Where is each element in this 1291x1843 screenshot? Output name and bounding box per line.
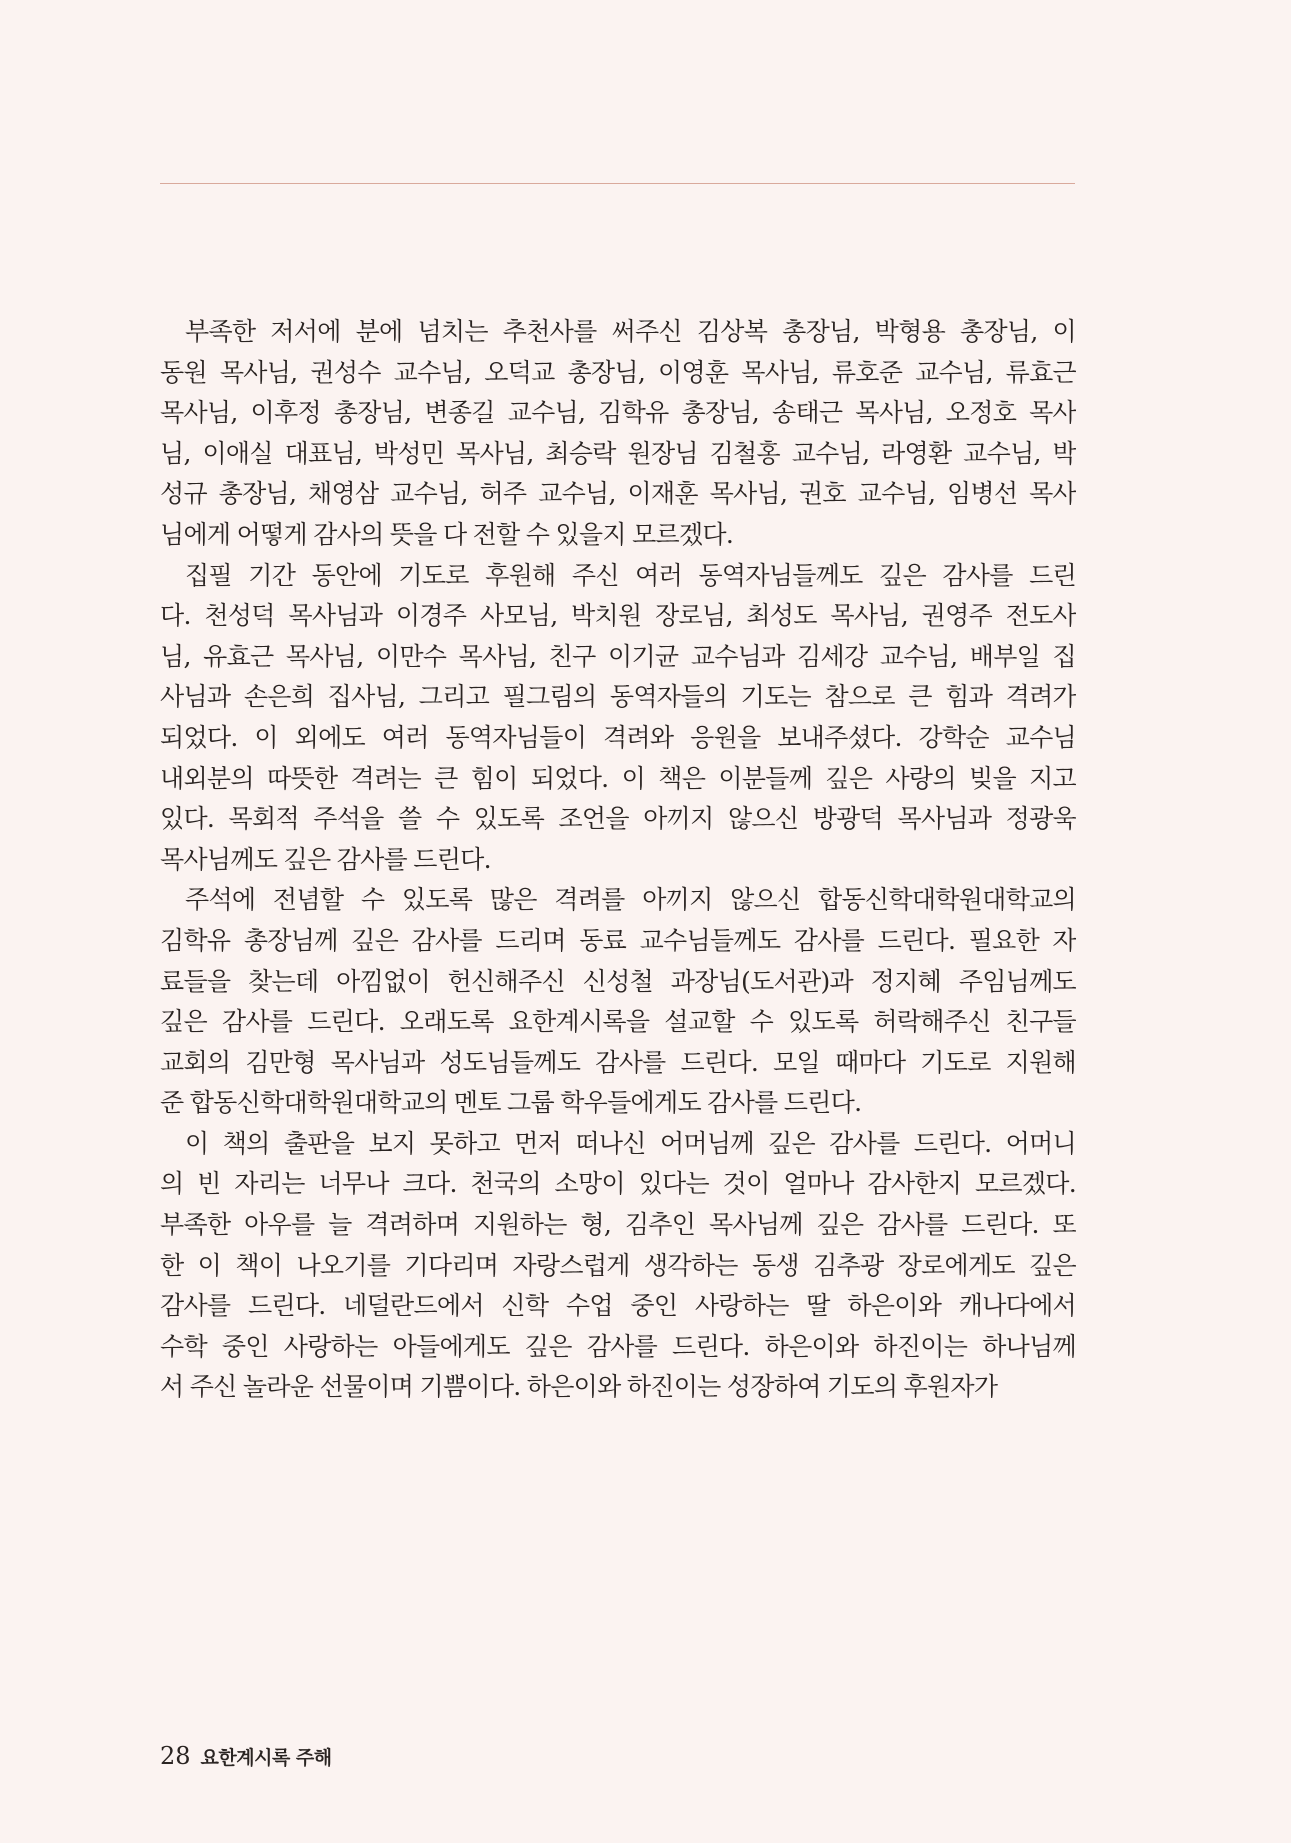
paragraph-line: 내외분의 따뜻한 격려는 큰 힘이 되었다. 이 책은 이분들께 깊은 사랑의 빚을 지고 — [160, 763, 1076, 793]
paragraph-line: 서 주신 놀라운 선물이며 기쁨이다. 하은이와 하진이는 성장하여 기도의 후원자가 — [160, 1372, 998, 1402]
paragraph-line: 동원 목사님, 권성수 교수님, 오덕교 총장님, 이영훈 목사님, 류호준 교수님, 류효근 — [160, 357, 1076, 387]
paragraph-line: 의 빈 자리는 너무나 크다. 천국의 소망이 있다는 것이 얼마나 감사한지 모르겠다. — [160, 1169, 1076, 1199]
paragraph — [160, 312, 1076, 556]
paragraph-line: 목사님께도 깊은 감사를 드린다. — [160, 844, 491, 874]
paragraph — [160, 556, 1076, 881]
paragraph-line: 사님과 손은희 집사님, 그리고 필그림의 동역자들의 기도는 참으로 큰 힘과 격려가 — [160, 682, 1076, 712]
page-footer — [160, 1742, 332, 1772]
paragraph-line: 감사를 드린다. 네덜란드에서 신학 수업 중인 사랑하는 딸 하은이와 캐나다에서 — [160, 1291, 1076, 1321]
paragraph-line: 한 이 책이 나오기를 기다리며 자랑스럽게 생각하는 동생 김추광 장로에게도 깊은 — [160, 1250, 1076, 1280]
body-text — [160, 312, 1076, 1408]
paragraph-line: 부족한 저서에 분에 넘치는 추천사를 써주신 김상복 총장님, 박형용 총장님, 이 — [185, 317, 1076, 346]
paragraph — [160, 1124, 1076, 1408]
paragraph-line: 님, 이애실 대표님, 박성민 목사님, 최승락 원장님 김철홍 교수님, 라영환 교수님, 박 — [160, 438, 1076, 468]
paragraph-line: 교회의 김만형 목사님과 성도님들께도 감사를 드린다. 모일 때마다 기도로 지원해 — [160, 1047, 1076, 1077]
paragraph-line: 료들을 찾는데 아낌없이 헌신해주신 신성철 과장님(도서관)과 정지혜 주임님께도 — [160, 966, 1076, 996]
page-number: 28 — [160, 1742, 191, 1770]
paragraph-line: 집필 기간 동안에 기도로 후원해 주신 여러 동역자님들께도 깊은 감사를 드린 — [185, 560, 1076, 590]
paragraph-line: 목사님, 이후정 총장님, 변종길 교수님, 김학유 총장님, 송태근 목사님, 오정호 목사 — [160, 398, 1076, 428]
paragraph-line: 되었다. 이 외에도 여러 동역자님들이 격려와 응원을 보내주셨다. 강학순 교수님 — [160, 722, 1076, 752]
paragraph-line: 부족한 아우를 늘 격려하며 지원하는 형, 김추인 목사님께 깊은 감사를 드린다. 또 — [160, 1210, 1076, 1240]
paragraph-line: 수학 중인 사랑하는 아들에게도 깊은 감사를 드린다. 하은이와 하진이는 하나님께 — [160, 1331, 1076, 1361]
paragraph-line: 깊은 감사를 드린다. 오래도록 요한계시록을 설교할 수 있도록 허락해주신 친구들 — [160, 1007, 1076, 1037]
paragraph-line: 님, 유효근 목사님, 이만수 목사님, 친구 이기균 교수님과 김세강 교수님, 배부일 집 — [160, 641, 1076, 671]
paragraph-line: 김학유 총장님께 깊은 감사를 드리며 동료 교수님들께도 감사를 드린다. 필요한 자 — [160, 925, 1076, 955]
paragraph-line: 성규 총장님, 채영삼 교수님, 허주 교수님, 이재훈 목사님, 권호 교수님, 임병선 목사 — [160, 479, 1076, 509]
paragraph — [160, 880, 1076, 1124]
running-title: 요한계시록 주해 — [200, 1747, 332, 1769]
paragraph-line: 있다. 목회적 주석을 쓸 수 있도록 조언을 아끼지 않으신 방광덕 목사님과 정광욱 — [160, 804, 1076, 834]
paragraph-line: 주석에 전념할 수 있도록 많은 격려를 아끼지 않으신 합동신학대학원대학교의 — [185, 885, 1076, 915]
paragraph-line: 준 합동신학대학원대학교의 멘토 그룹 학우들에게도 감사를 드린다. — [160, 1088, 862, 1118]
paragraph-line: 이 책의 출판을 보지 못하고 먼저 떠나신 어머님께 깊은 감사를 드린다. 어머니 — [185, 1128, 1076, 1158]
paragraph-line: 다. 천성덕 목사님과 이경주 사모님, 박치원 장로님, 최성도 목사님, 권영주 전도사 — [160, 601, 1076, 631]
paragraph-line: 님에게 어떻게 감사의 뜻을 다 전할 수 있을지 모르겠다. — [160, 519, 734, 549]
header-rule — [160, 183, 1075, 184]
